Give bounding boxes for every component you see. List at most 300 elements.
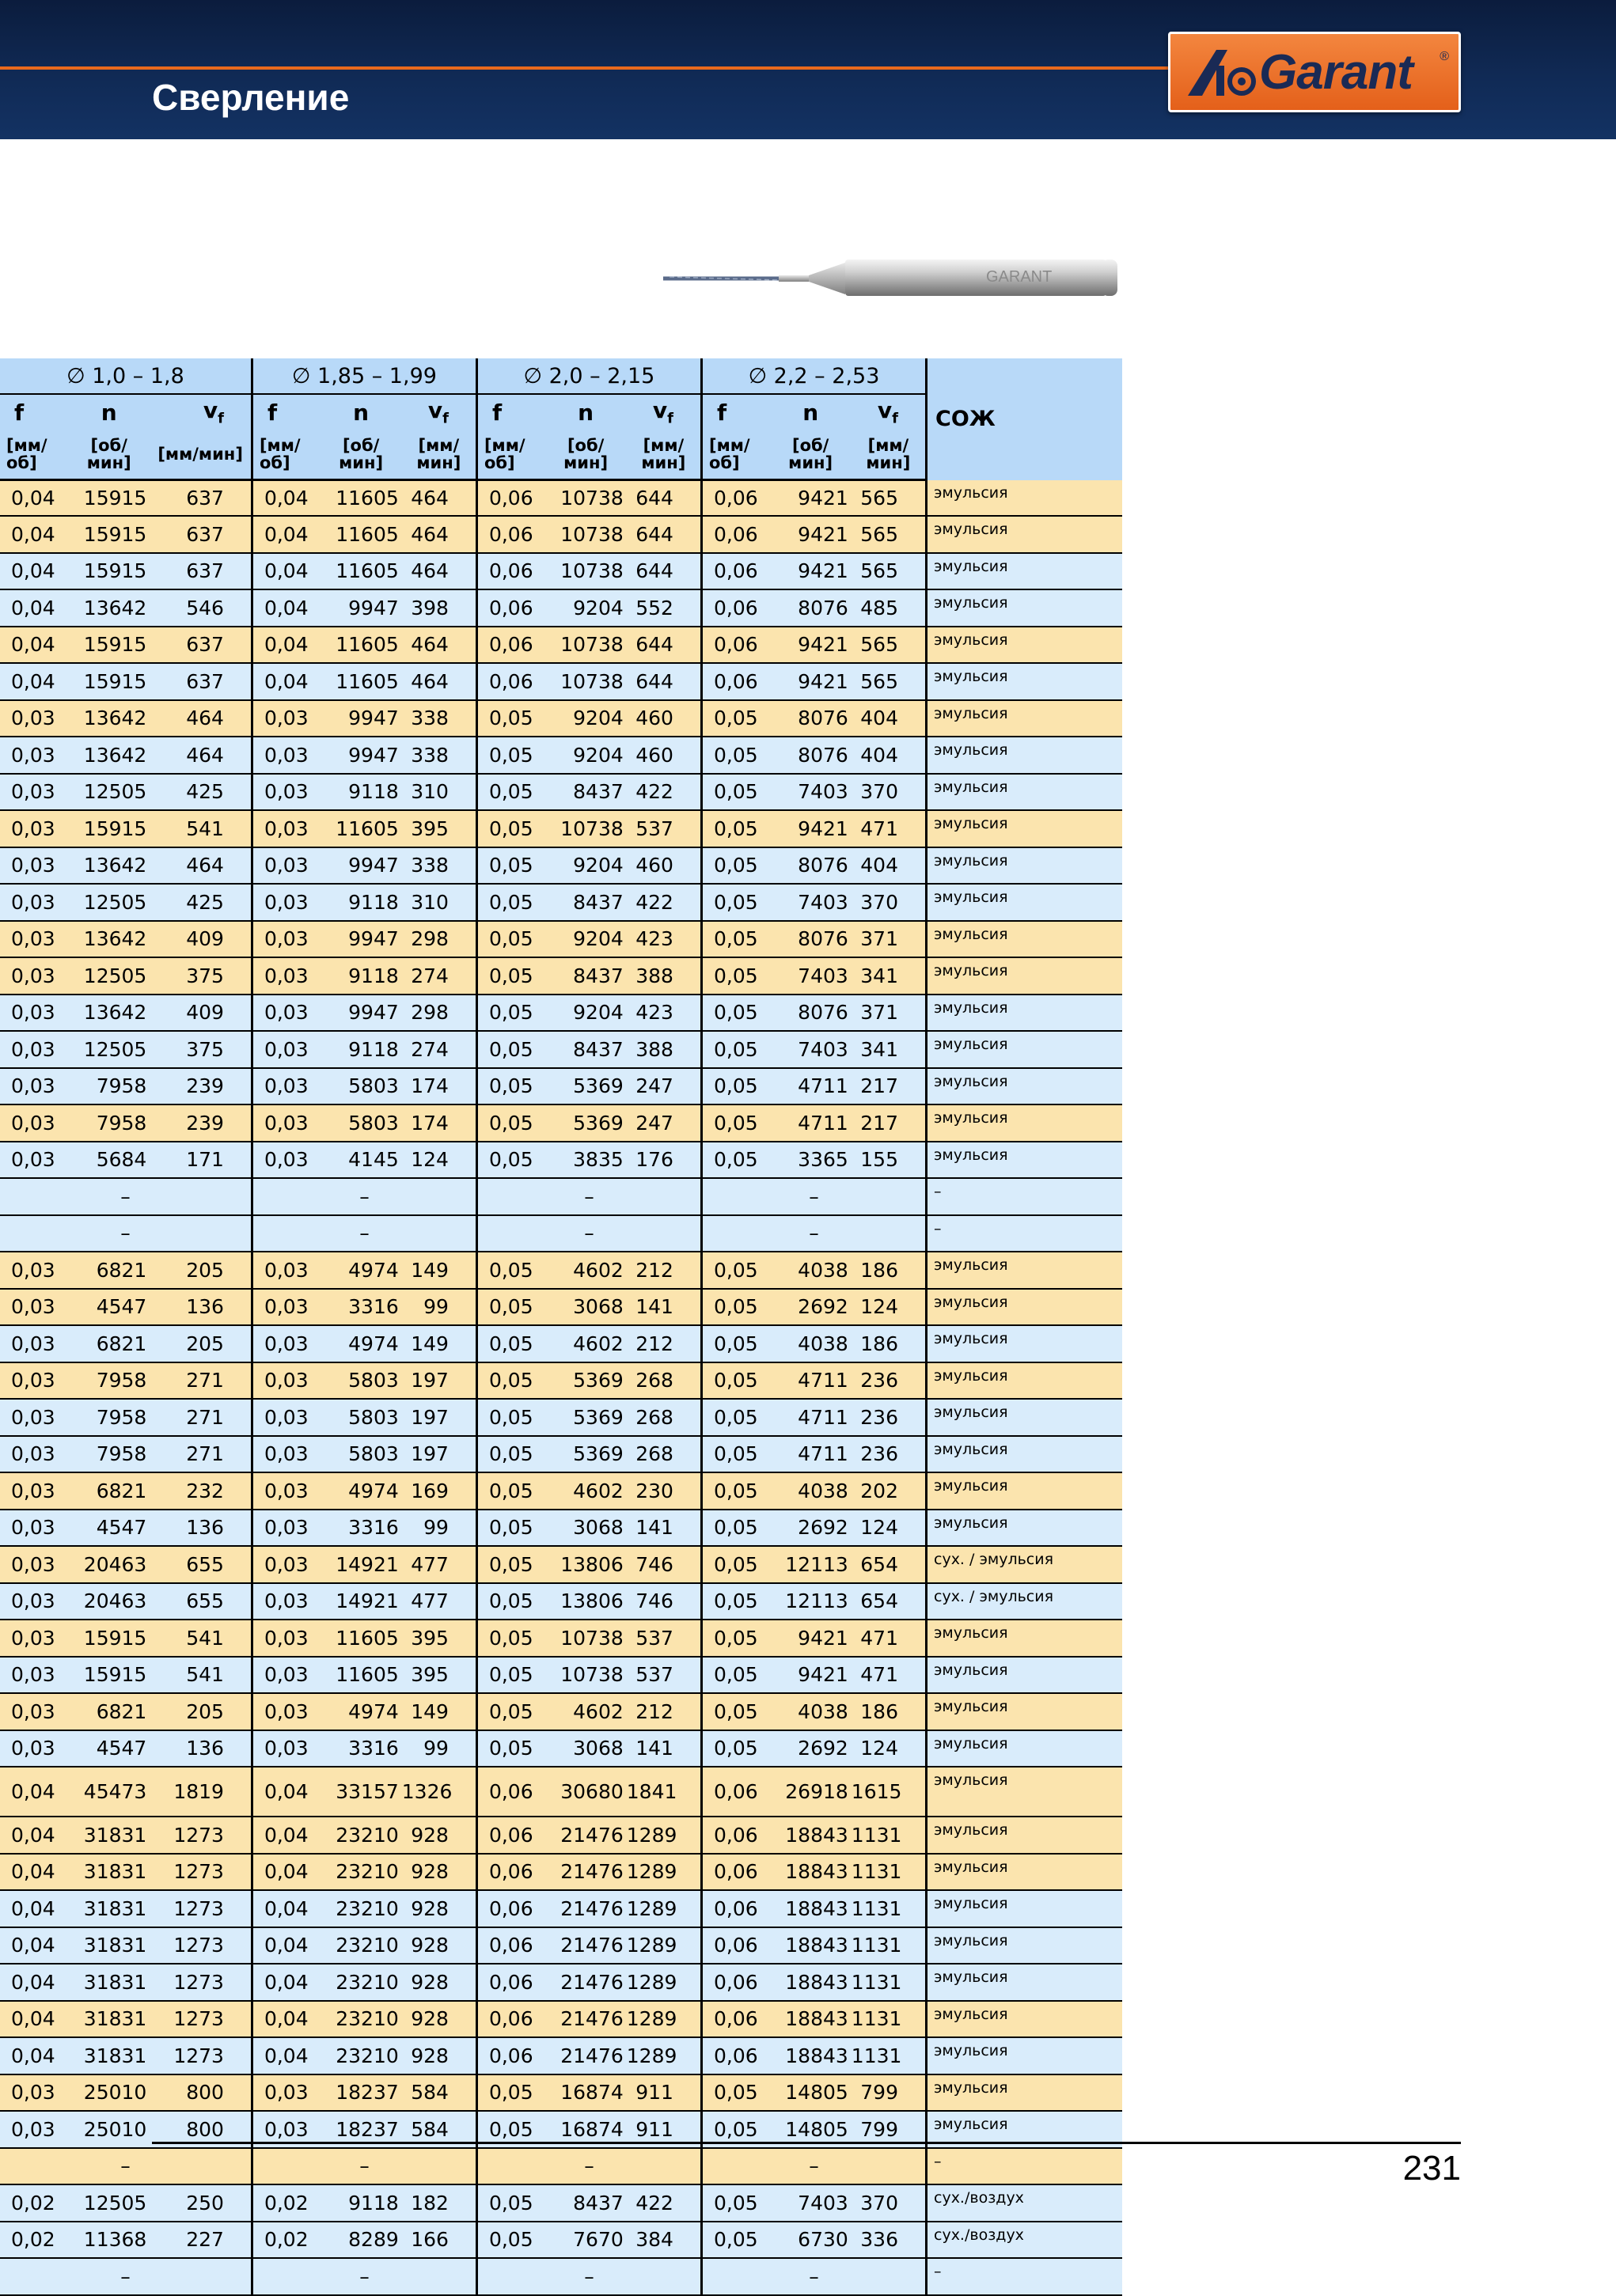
rpm-cell: 4547	[68, 1289, 150, 1326]
table-row	[0, 700, 1122, 737]
table-row	[0, 2074, 1122, 2112]
col-f-unit	[0, 430, 68, 480]
rpm-cell: 18843	[770, 2037, 852, 2074]
feed-cell: 0,05	[476, 1325, 544, 1362]
table-row	[0, 1178, 1122, 1215]
coolant-cell: эмульсия	[927, 1730, 1123, 1767]
feed-cell: 0,03	[252, 810, 320, 847]
feedrate-cell: 1289	[627, 2037, 702, 2074]
rpm-cell: 21476	[545, 1964, 627, 2001]
feedrate-cell: 149	[402, 1252, 477, 1289]
feed-cell: 0,06	[701, 1964, 769, 2001]
rpm-cell: 13642	[68, 737, 150, 774]
rpm-cell: 4974	[321, 1252, 402, 1289]
feed-cell: 0,03	[252, 1730, 320, 1767]
empty-cell: –	[476, 2258, 701, 2295]
table-row	[0, 1472, 1122, 1510]
feed-cell: 0,03	[0, 1472, 68, 1510]
table-row	[0, 1252, 1122, 1289]
rpm-cell: 3068	[545, 1510, 627, 1547]
feedrate-cell: 565	[852, 553, 927, 590]
table-row	[0, 1510, 1122, 1547]
feed-cell: 0,04	[252, 1964, 320, 2001]
col-vf-header	[852, 394, 927, 430]
rpm-cell: 7403	[770, 957, 852, 995]
feed-cell: 0,03	[0, 774, 68, 811]
empty-cell: –	[476, 1215, 701, 1252]
rpm-cell: 33157	[321, 1767, 402, 1817]
col-vf-subscript: f	[442, 410, 449, 427]
feedrate-cell: 460	[627, 847, 702, 885]
rpm-cell: 31831	[68, 1964, 150, 2001]
rpm-cell: 9947	[321, 921, 402, 958]
rpm-cell: 5684	[68, 1142, 150, 1179]
feed-cell: 0,03	[252, 1546, 320, 1583]
rpm-cell: 8076	[770, 700, 852, 737]
empty-cell: –	[701, 1178, 926, 1215]
feed-cell: 0,04	[252, 1817, 320, 1854]
feedrate-cell: 464	[150, 737, 252, 774]
table-row	[0, 995, 1122, 1032]
rpm-cell: 4602	[545, 1325, 627, 1362]
rpm-cell: 23210	[321, 1927, 402, 1964]
rpm-cell: 15915	[68, 627, 150, 664]
col-vf-header	[627, 394, 702, 430]
feedrate-cell: 212	[627, 1252, 702, 1289]
feed-cell: 0,03	[252, 737, 320, 774]
rpm-cell: 5369	[545, 1068, 627, 1105]
feedrate-cell: 395	[402, 1657, 477, 1694]
rpm-cell: 12505	[68, 774, 150, 811]
rpm-cell: 8437	[545, 774, 627, 811]
rpm-cell: 25010	[68, 2111, 150, 2148]
rpm-cell: 4547	[68, 1730, 150, 1767]
feed-cell: 0,05	[701, 1142, 769, 1179]
feed-cell: 0,03	[252, 884, 320, 921]
cutting-data-table-wrap	[0, 358, 1122, 2296]
feedrate-cell: 1131	[852, 2001, 927, 2038]
feedrate-cell: 1326	[402, 1767, 477, 1817]
rpm-cell: 11605	[321, 627, 402, 664]
feed-cell: 0,04	[0, 1854, 68, 1891]
empty-cell: –	[476, 1178, 701, 1215]
feedrate-cell: 644	[627, 480, 702, 517]
feed-cell: 0,04	[0, 663, 68, 700]
empty-cell: –	[476, 2148, 701, 2185]
feed-cell: 0,04	[252, 663, 320, 700]
feedrate-cell: 271	[150, 1436, 252, 1473]
feed-cell: 0,06	[701, 1817, 769, 1854]
rpm-cell: 15915	[68, 516, 150, 553]
feed-cell: 0,05	[701, 1436, 769, 1473]
feed-cell: 0,03	[0, 737, 68, 774]
rpm-cell: 4711	[770, 1399, 852, 1436]
rpm-cell: 6730	[770, 2222, 852, 2259]
rpm-cell: 4711	[770, 1362, 852, 1400]
feed-cell: 0,02	[252, 2184, 320, 2222]
unit-line: [мм/	[708, 436, 750, 455]
rpm-cell: 23210	[321, 1817, 402, 1854]
feed-cell: 0,04	[0, 480, 68, 517]
feedrate-cell: 928	[402, 1927, 477, 1964]
feed-cell: 0,03	[252, 1436, 320, 1473]
unit-line: [об/	[567, 436, 605, 455]
coolant-cell: эмульсия	[927, 921, 1123, 958]
feedrate-cell: 227	[150, 2222, 252, 2259]
feedrate-cell: 464	[402, 516, 477, 553]
col-vf-subscript: f	[667, 410, 673, 427]
feed-cell: 0,06	[476, 1890, 544, 1927]
rpm-cell: 10738	[545, 627, 627, 664]
rpm-cell: 5369	[545, 1399, 627, 1436]
garant-logo-icon	[1185, 47, 1256, 99]
feedrate-cell: 338	[402, 737, 477, 774]
table-row	[0, 480, 1122, 517]
feed-cell: 0,03	[0, 1362, 68, 1400]
feedrate-cell: 800	[150, 2074, 252, 2112]
rpm-cell: 4974	[321, 1693, 402, 1730]
rpm-cell: 3068	[545, 1289, 627, 1326]
feedrate-cell: 799	[852, 2111, 927, 2148]
table-row	[0, 957, 1122, 995]
rpm-cell: 13642	[68, 995, 150, 1032]
feedrate-cell: 205	[150, 1693, 252, 1730]
coolant-cell: сух. / эмульсия	[927, 1546, 1123, 1583]
feed-cell: 0,03	[252, 1289, 320, 1326]
col-vf-unit: [мм/мин]	[402, 430, 477, 480]
feed-cell: 0,05	[476, 1068, 544, 1105]
feed-cell: 0,06	[476, 1927, 544, 1964]
feed-cell: 0,05	[476, 2222, 544, 2259]
feedrate-cell: 388	[627, 1031, 702, 1068]
rpm-cell: 13642	[68, 589, 150, 627]
table-row	[0, 1854, 1122, 1891]
feedrate-cell: 239	[150, 1068, 252, 1105]
rpm-cell: 9947	[321, 589, 402, 627]
feedrate-cell: 212	[627, 1325, 702, 1362]
coolant-cell: эмульсия	[927, 1693, 1123, 1730]
rpm-cell: 9118	[321, 774, 402, 811]
feedrate-cell: 637	[150, 516, 252, 553]
col-f-header: f	[701, 394, 769, 430]
feedrate-cell: 409	[150, 921, 252, 958]
feed-cell: 0,05	[476, 2184, 544, 2222]
rpm-cell: 9947	[321, 847, 402, 885]
feed-cell: 0,06	[476, 589, 544, 627]
feed-cell: 0,03	[252, 1472, 320, 1510]
feedrate-cell: 471	[852, 810, 927, 847]
empty-cell: –	[0, 1215, 252, 1252]
feedrate-cell: 341	[852, 957, 927, 995]
rpm-cell: 3316	[321, 1510, 402, 1547]
feed-cell: 0,05	[701, 1068, 769, 1105]
feed-cell: 0,03	[252, 957, 320, 995]
diameter-group-header: ∅ 1,0 – 1,8	[0, 358, 252, 394]
feed-cell: 0,03	[252, 1031, 320, 1068]
feed-cell: 0,04	[252, 480, 320, 517]
col-vf-unit: [мм/мин]	[852, 430, 927, 480]
feed-cell: 0,03	[0, 1399, 68, 1436]
table-row	[0, 1583, 1122, 1620]
feed-cell: 0,03	[252, 1693, 320, 1730]
table-row	[0, 2148, 1122, 2185]
feed-cell: 0,04	[252, 553, 320, 590]
feedrate-cell: 310	[402, 774, 477, 811]
feedrate-cell: 176	[627, 1142, 702, 1179]
rpm-cell: 8076	[770, 847, 852, 885]
feed-cell: 0,05	[701, 1693, 769, 1730]
feedrate-cell: 274	[402, 957, 477, 995]
rpm-cell: 9421	[770, 810, 852, 847]
feedrate-cell: 217	[852, 1104, 927, 1142]
feed-cell: 0,05	[476, 995, 544, 1032]
coolant-cell: –	[927, 2148, 1123, 2185]
rpm-cell: 45473	[68, 1767, 150, 1817]
feed-cell: 0,04	[252, 2037, 320, 2074]
rpm-cell: 2692	[770, 1510, 852, 1547]
rpm-cell: 31831	[68, 2037, 150, 2074]
col-vf-symbol: v	[652, 397, 668, 424]
coolant-cell: эмульсия	[927, 1031, 1123, 1068]
feed-cell: 0,06	[701, 480, 769, 517]
feed-cell: 0,05	[701, 2222, 769, 2259]
empty-cell: –	[701, 2258, 926, 2295]
feed-cell: 0,05	[701, 1657, 769, 1694]
feedrate-cell: 911	[627, 2074, 702, 2112]
col-vf-subscript: f	[218, 410, 224, 427]
feed-cell: 0,05	[701, 1472, 769, 1510]
rpm-cell: 2692	[770, 1289, 852, 1326]
coolant-cell: эмульсия	[927, 1657, 1123, 1694]
feed-cell: 0,05	[476, 1546, 544, 1583]
table-row	[0, 589, 1122, 627]
rpm-cell: 7403	[770, 2184, 852, 2222]
feedrate-cell: 655	[150, 1546, 252, 1583]
feedrate-cell: 404	[852, 847, 927, 885]
feedrate-cell: 644	[627, 516, 702, 553]
rpm-cell: 7958	[68, 1399, 150, 1436]
feed-cell: 0,03	[252, 1252, 320, 1289]
feed-cell: 0,05	[476, 1031, 544, 1068]
feed-cell: 0,05	[701, 921, 769, 958]
feedrate-cell: 136	[150, 1289, 252, 1326]
feedrate-cell: 197	[402, 1436, 477, 1473]
table-row	[0, 1142, 1122, 1179]
feedrate-cell: 799	[852, 2074, 927, 2112]
rpm-cell: 9118	[321, 957, 402, 995]
feed-cell: 0,05	[476, 1252, 544, 1289]
rpm-cell: 9204	[545, 700, 627, 737]
rpm-cell: 7403	[770, 774, 852, 811]
feedrate-cell: 174	[402, 1068, 477, 1105]
feed-cell: 0,04	[0, 589, 68, 627]
feedrate-cell: 149	[402, 1693, 477, 1730]
feed-cell: 0,02	[0, 2184, 68, 2222]
feedrate-cell: 124	[852, 1289, 927, 1326]
table-row	[0, 1767, 1122, 1817]
feedrate-cell: 655	[150, 1583, 252, 1620]
table-row	[0, 1890, 1122, 1927]
rpm-cell: 14805	[770, 2111, 852, 2148]
feedrate-cell: 565	[852, 480, 927, 517]
rpm-cell: 10738	[545, 480, 627, 517]
feedrate-cell: 141	[627, 1730, 702, 1767]
feed-cell: 0,06	[701, 2001, 769, 2038]
col-vf-header	[402, 394, 477, 430]
rpm-cell: 11605	[321, 516, 402, 553]
feed-cell: 0,05	[476, 1104, 544, 1142]
coolant-cell: эмульсия	[927, 1964, 1123, 2001]
feed-cell: 0,06	[476, 516, 544, 553]
feedrate-cell: 746	[627, 1583, 702, 1620]
feedrate-cell: 395	[402, 810, 477, 847]
feedrate-cell: 1273	[150, 1964, 252, 2001]
feedrate-cell: 1289	[627, 1817, 702, 1854]
feedrate-cell: 247	[627, 1104, 702, 1142]
rpm-cell: 9118	[321, 2184, 402, 2222]
feed-cell: 0,06	[476, 1767, 544, 1817]
feedrate-cell: 370	[852, 884, 927, 921]
table-row	[0, 1657, 1122, 1694]
feedrate-cell: 1841	[627, 1767, 702, 1817]
rpm-cell: 13642	[68, 921, 150, 958]
feedrate-cell: 637	[150, 627, 252, 664]
rpm-cell: 18237	[321, 2074, 402, 2112]
feed-cell: 0,03	[0, 1252, 68, 1289]
feedrate-cell: 217	[852, 1068, 927, 1105]
rpm-cell: 12505	[68, 884, 150, 921]
feedrate-cell: 477	[402, 1546, 477, 1583]
unit-line: [мм/	[259, 436, 301, 455]
table-row	[0, 1730, 1122, 1767]
rpm-cell: 5803	[321, 1362, 402, 1400]
table-row	[0, 1693, 1122, 1730]
table-row	[0, 1546, 1122, 1583]
feedrate-cell: 236	[852, 1436, 927, 1473]
feed-cell: 0,03	[252, 1325, 320, 1362]
feed-cell: 0,03	[252, 1142, 320, 1179]
rpm-cell: 14921	[321, 1583, 402, 1620]
feedrate-cell: 371	[852, 921, 927, 958]
rpm-cell: 11605	[321, 1620, 402, 1657]
rpm-cell: 18843	[770, 1817, 852, 1854]
rpm-cell: 9947	[321, 995, 402, 1032]
feedrate-cell: 398	[402, 589, 477, 627]
feed-cell: 0,03	[0, 1436, 68, 1473]
feedrate-cell: 247	[627, 1068, 702, 1105]
feedrate-cell: 375	[150, 957, 252, 995]
coolant-cell: эмульсия	[927, 1104, 1123, 1142]
rpm-cell: 4602	[545, 1252, 627, 1289]
feedrate-cell: 141	[627, 1510, 702, 1547]
table-row	[0, 1964, 1122, 2001]
rpm-cell: 10738	[545, 553, 627, 590]
rpm-cell: 4038	[770, 1472, 852, 1510]
feed-cell: 0,06	[701, 2037, 769, 2074]
feed-cell: 0,03	[0, 2111, 68, 2148]
coolant-cell: эмульсия	[927, 480, 1123, 517]
rpm-cell: 9947	[321, 737, 402, 774]
coolant-cell: эмульсия	[927, 700, 1123, 737]
table-row	[0, 2184, 1122, 2222]
table-row	[0, 2222, 1122, 2259]
feedrate-cell: 1273	[150, 1854, 252, 1891]
rpm-cell: 21476	[545, 2001, 627, 2038]
feed-cell: 0,06	[476, 2037, 544, 2074]
coolant-cell: эмульсия	[927, 1252, 1123, 1289]
feed-cell: 0,04	[252, 1890, 320, 1927]
rpm-cell: 4038	[770, 1325, 852, 1362]
rpm-cell: 4711	[770, 1104, 852, 1142]
feed-cell: 0,05	[476, 2111, 544, 2148]
feed-cell: 0,05	[476, 1142, 544, 1179]
feed-cell: 0,03	[0, 1657, 68, 1694]
rpm-cell: 9421	[770, 627, 852, 664]
rpm-cell: 14921	[321, 1546, 402, 1583]
table-row	[0, 774, 1122, 811]
feedrate-cell: 552	[627, 589, 702, 627]
rpm-cell: 3068	[545, 1730, 627, 1767]
feedrate-cell: 464	[402, 480, 477, 517]
col-n-header: n	[770, 394, 852, 430]
coolant-cell: сух. / эмульсия	[927, 1583, 1123, 1620]
feed-cell: 0,05	[476, 847, 544, 885]
feed-cell: 0,05	[476, 810, 544, 847]
rpm-cell: 4547	[68, 1510, 150, 1547]
rpm-cell: 9118	[321, 884, 402, 921]
col-vf-header	[150, 394, 252, 430]
rpm-cell: 12113	[770, 1583, 852, 1620]
feedrate-cell: 928	[402, 1890, 477, 1927]
feedrate-cell: 182	[402, 2184, 477, 2222]
rpm-cell: 7958	[68, 1104, 150, 1142]
diameter-group-header: ∅ 2,0 – 2,15	[476, 358, 701, 394]
rpm-cell: 7958	[68, 1362, 150, 1400]
feed-cell: 0,03	[252, 2111, 320, 2148]
rpm-cell: 23210	[321, 2001, 402, 2038]
feed-cell: 0,04	[0, 553, 68, 590]
feedrate-cell: 1273	[150, 1817, 252, 1854]
col-f-unit	[476, 430, 544, 480]
feed-cell: 0,04	[0, 1964, 68, 2001]
feedrate-cell: 371	[852, 995, 927, 1032]
feedrate-cell: 205	[150, 1325, 252, 1362]
col-n-unit	[321, 430, 402, 480]
rpm-cell: 15915	[68, 810, 150, 847]
feedrate-cell: 471	[852, 1657, 927, 1694]
feed-cell: 0,04	[0, 1767, 68, 1817]
col-vf-unit: [мм/мин]	[627, 430, 702, 480]
feedrate-cell: 928	[402, 1964, 477, 2001]
feed-cell: 0,04	[0, 1927, 68, 1964]
feed-cell: 0,03	[252, 1620, 320, 1657]
feed-cell: 0,06	[476, 1854, 544, 1891]
col-f-unit	[701, 430, 769, 480]
page-header	[0, 0, 1616, 139]
table-row	[0, 1289, 1122, 1326]
rpm-cell: 9204	[545, 847, 627, 885]
rpm-cell: 13806	[545, 1583, 627, 1620]
rpm-cell: 7670	[545, 2222, 627, 2259]
table-row	[0, 1325, 1122, 1362]
rpm-cell: 4038	[770, 1252, 852, 1289]
rpm-cell: 9204	[545, 737, 627, 774]
logo-registered-mark: ®	[1440, 50, 1449, 63]
rpm-cell: 23210	[321, 1854, 402, 1891]
feedrate-cell: 271	[150, 1399, 252, 1436]
table-row	[0, 2037, 1122, 2074]
feedrate-cell: 546	[150, 589, 252, 627]
